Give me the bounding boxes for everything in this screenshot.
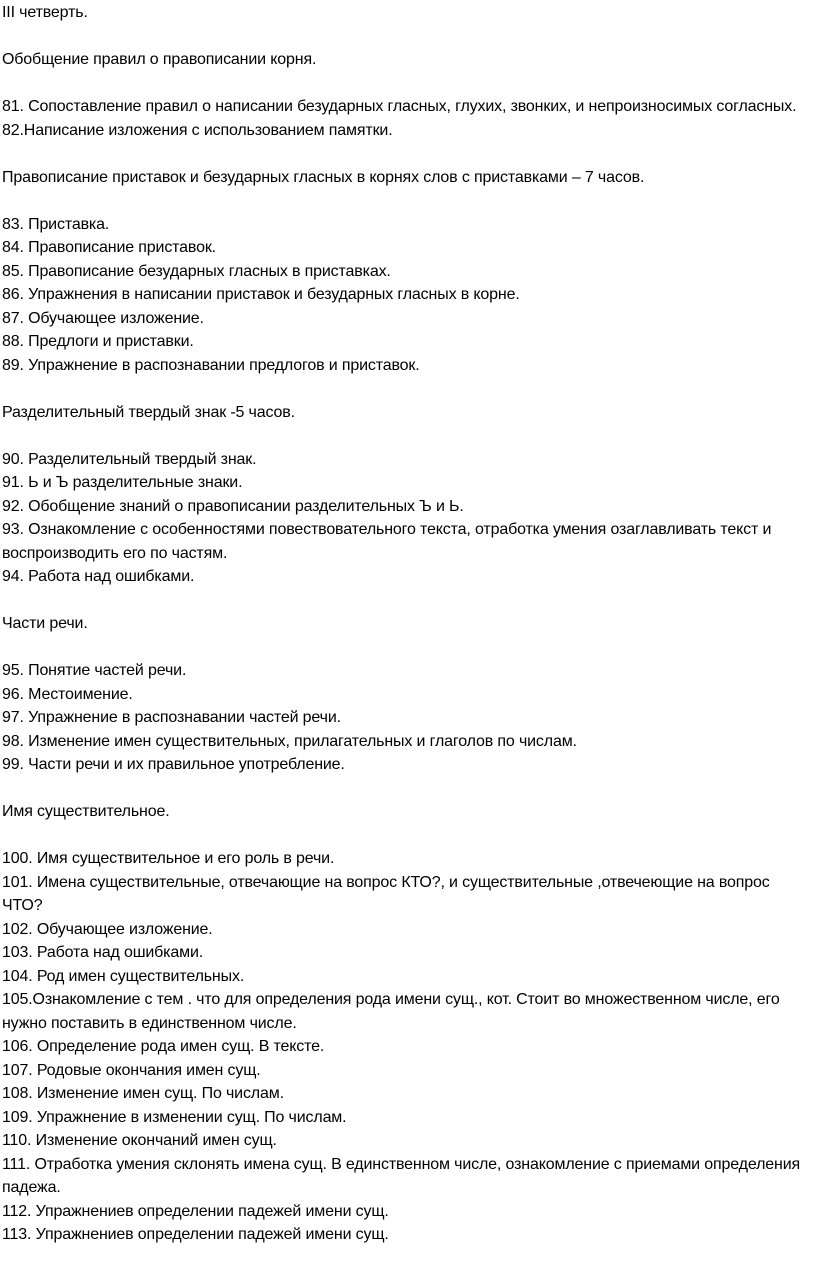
lesson-item: 84. Правописание приставок. xyxy=(2,239,216,256)
lesson-item: 104. Род имен существительных. xyxy=(2,967,245,985)
section-heading: Имя существительное. xyxy=(2,803,170,820)
lesson-item: 83. Приставка. xyxy=(2,215,110,233)
lesson-item: 109. Упражнение в изменении сущ. По числам. xyxy=(2,1108,347,1126)
lesson-item: 98. Изменение имен существительных, прилагательных и глаголов по числам. xyxy=(2,732,577,750)
blank-line xyxy=(2,777,804,801)
section-heading: Части речи. xyxy=(2,615,88,632)
blank-line xyxy=(2,72,804,96)
section-heading: Правописание приставок и безударных гласных в корнях слов с приставками – 7 часов. xyxy=(2,168,645,186)
lesson-item: 94. Работа над ошибками. xyxy=(2,568,195,585)
blank-line xyxy=(2,424,804,448)
lesson-item: 99. Части речи и их правильное употребление. xyxy=(2,756,345,773)
lesson-item: 93. Ознакомление с особенностями повествовательного текста, отработка умения озаглавливать текст и воспроизводить его по частям. xyxy=(2,521,772,562)
lesson-item: 81. Сопоставление правил о написании безударных гласных, глухих, звонких, и непроизносимых согласных. xyxy=(2,98,797,115)
lesson-item: 86. Упражнения в написании приставок и безударных гласных в корне. xyxy=(2,286,520,303)
lesson-item: 112. Упражнениев определении падежей имени сущ. xyxy=(2,1202,389,1220)
lesson-item: 108. Изменение имен сущ. По числам. xyxy=(2,1085,284,1102)
lesson-item: 107. Родовые окончания имен сущ. xyxy=(2,1061,261,1079)
lesson-item: 100. Имя существительное и его роль в речи. xyxy=(2,850,335,867)
blank-line xyxy=(2,824,804,848)
blank-line xyxy=(2,636,804,660)
lesson-item: 87. Обучающее изложение. xyxy=(2,309,204,327)
section-heading: Обобщение правил о правописании корня. xyxy=(2,51,317,68)
lesson-item: 85. Правописание безударных гласных в приставках. xyxy=(2,262,391,280)
blank-line xyxy=(2,25,804,49)
lesson-item: 103. Работа над ошибками. xyxy=(2,944,204,961)
section-heading: III четверть. xyxy=(2,4,88,21)
lesson-item: 110. Изменение окончаний имен сущ. xyxy=(2,1132,277,1149)
lesson-item: 113. Упражнениев определении падежей имени сущ. xyxy=(2,1226,389,1243)
blank-line xyxy=(2,377,804,401)
lesson-item: 89. Упражнение в распознавании предлогов и приставок. xyxy=(2,356,420,374)
lesson-item: 101. Имена существительные, отвечающие на вопрос КТО?, и существительные ,отвечеющие на вопрос ЧТО? xyxy=(2,873,770,914)
lesson-item: 92. Обобщение знаний о правописании разделительных Ъ и Ь. xyxy=(2,497,464,515)
lesson-item: 106. Определение рода имен сущ. В тексте. xyxy=(2,1038,325,1055)
lesson-item: 90. Разделительный твердый знак. xyxy=(2,450,257,468)
lesson-item: 102. Обучающее изложение. xyxy=(2,920,213,938)
lesson-item: 88. Предлоги и приставки. xyxy=(2,333,194,350)
blank-line xyxy=(2,142,804,166)
lesson-item: 91. Ь и Ъ разделительные знаки. xyxy=(2,474,243,491)
blank-line xyxy=(2,189,804,213)
lesson-item: 82.Написание изложения с использованием памятки. xyxy=(2,121,393,139)
lesson-item: 96. Местоимение. xyxy=(2,685,133,703)
section-heading: Разделительный твердый знак -5 часов. xyxy=(2,403,295,421)
lesson-item: 95. Понятие частей речи. xyxy=(2,662,187,679)
lesson-item: 105.Ознакомление с тем . что для определения рода имени сущ., кот. Стоит во множественном числе, его нужно поставить в единственном числе. xyxy=(2,991,780,1032)
blank-line xyxy=(2,589,804,613)
lesson-item: 111. Отработка умения склонять имена сущ. В единственном числе, ознакомление с приемами определения падежа. xyxy=(2,1155,801,1196)
lesson-item: 97. Упражнение в распознавании частей речи. xyxy=(2,709,341,726)
